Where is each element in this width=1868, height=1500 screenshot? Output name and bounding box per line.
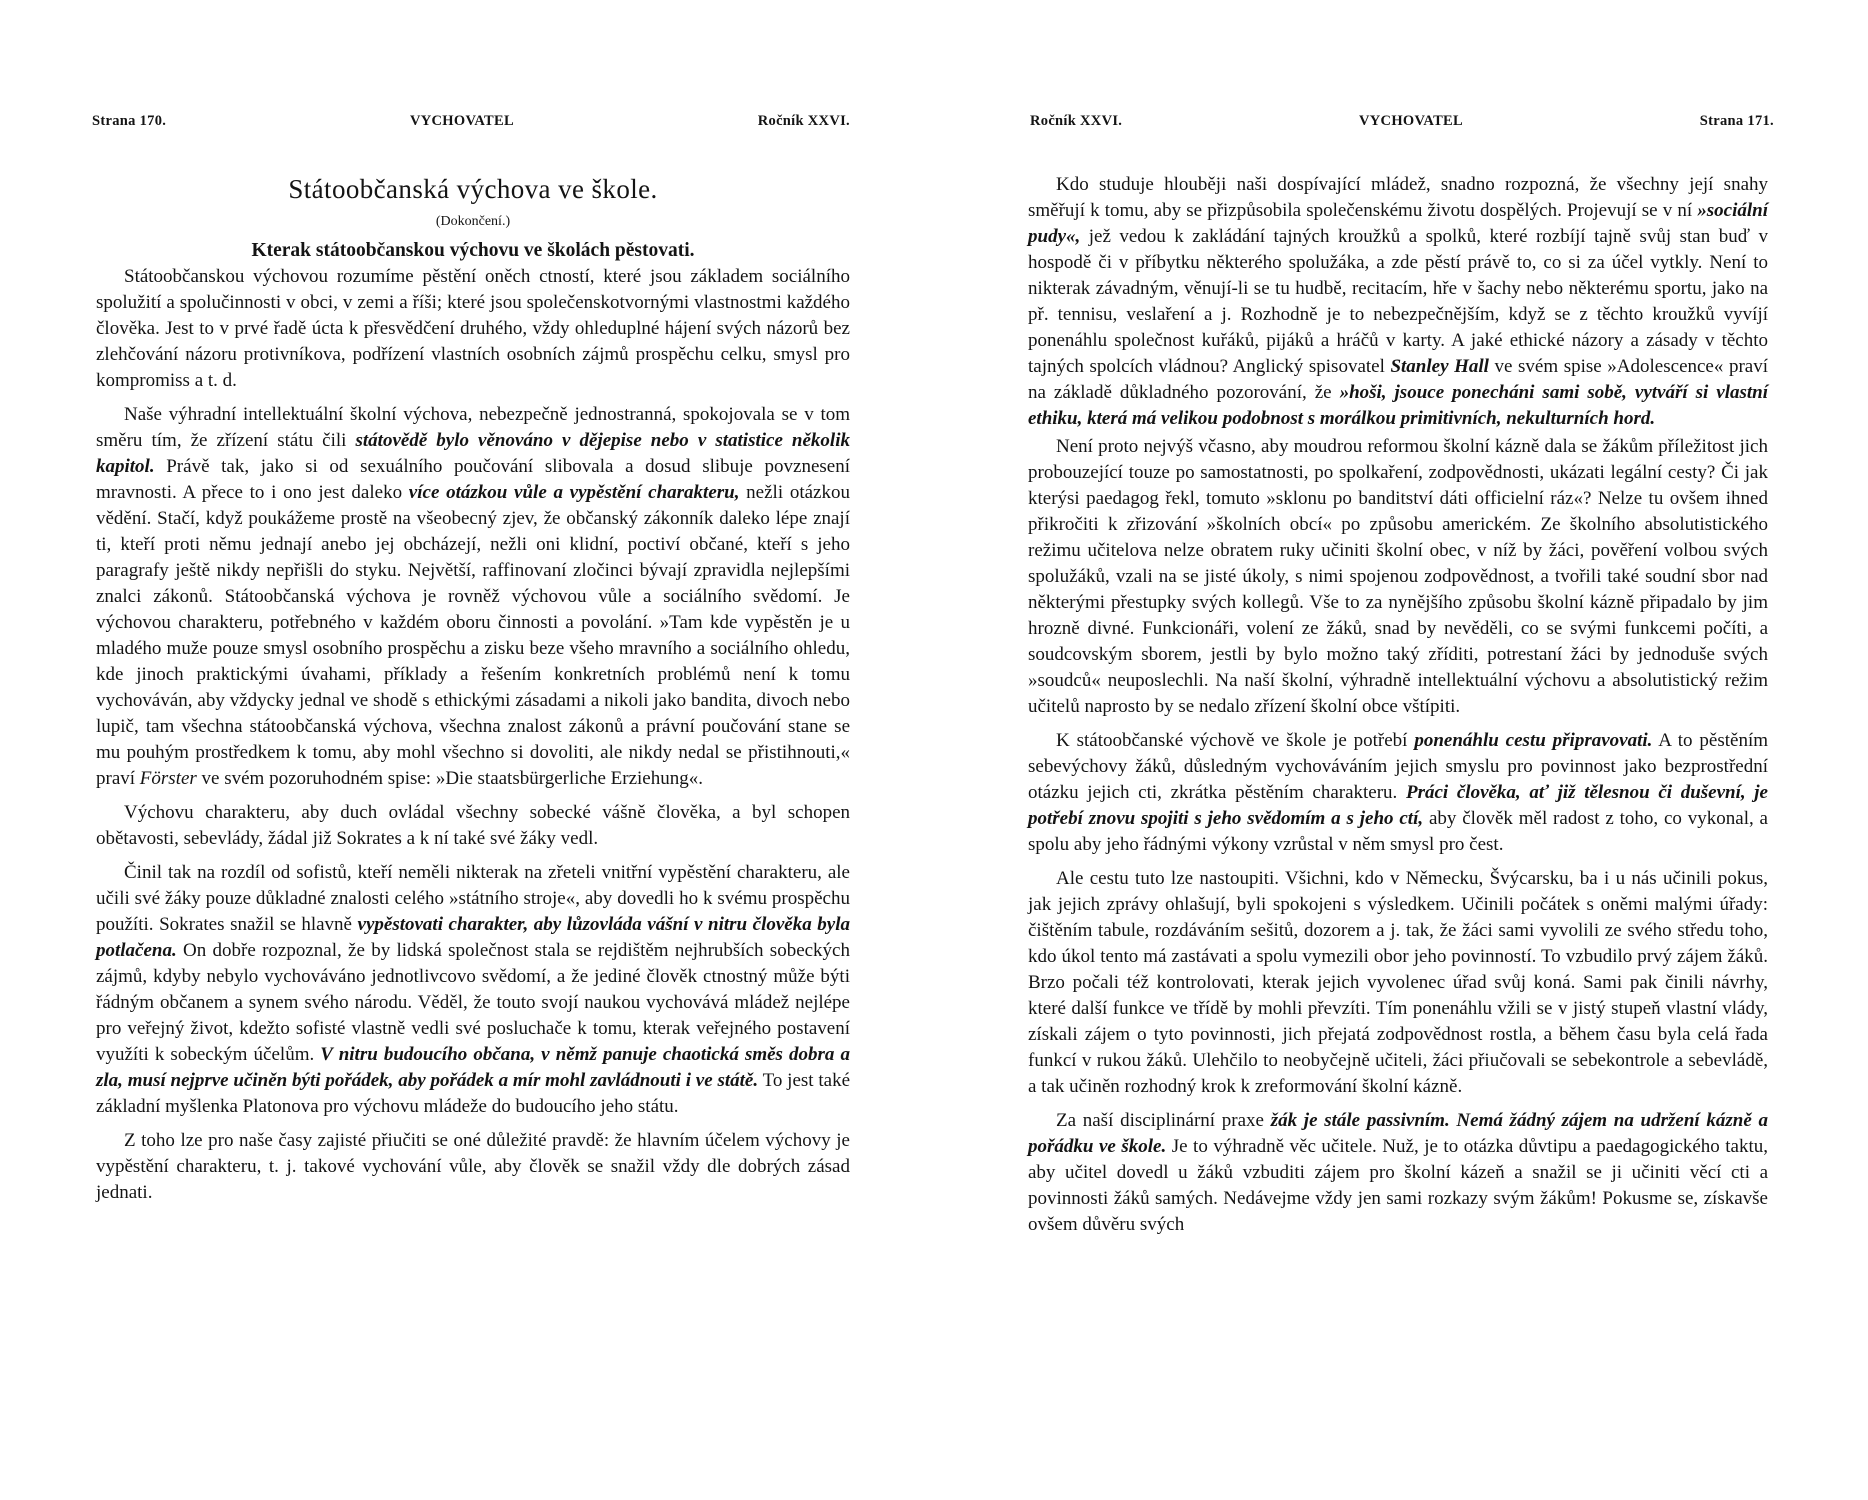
paragraph: Za naší disciplinární praxe žák je stále passivním. Nemá žádný zájem na udržení kázně a pořádku ve škole. Je to výhradně věc učitele. Nuž, je to otázka důvtipu a paedagogického taktu, aby učitel dovedl u žáků vzbuditi zájem pro školní kázeň a snažil se ji učiniti věcí cti a povinnosti žáků samých. Nedávejme vždy jen sami rozkazy svým žákům! Pokusme se, získavše ovšem důvěru svých	[1028, 1110, 1769, 1235]
right-page	[934, 0, 1868, 1500]
section-heading: Kterak státoobčanskou výchovu ve školách pěstovati.	[251, 240, 695, 261]
right-page-body	[1028, 172, 1768, 1246]
journal-name: VYCHOVATEL	[1359, 113, 1463, 129]
paragraph: Není proto nejvýš včasno, aby moudrou reformou školní kázně dala se žákům příležitost jich probouzející touze po samostatnosti, po spolkaření, zodpovědnosti, ukázati legální cesty? Či jak kterýsi paedagog řekl, tomuto »sklonu po banditství dáti officielní ráz«? Nelze tu ovšem ihned přikročiti k zřizování »školních obcí« po způsobu americkém. Ze školního absolutistického režimu učitelova nelze obratem ruky učiniti školní obec, v níž by žáci, pověření volbou svých spolužáků, vzali na se jisté úkoly, s nimi spojenou zodpovědnost, a tvořili také soudní sbor nad některými přestupky svých kollegů. Vše to za nynějšího způsobu školní kázně připadalo by jim hrozně divné. Funkcionáři, volení ze žáků, snad by nevěděli, co se svými funkcemi počíti, a soudcovským sborem, jestli by bylo možno taký zříditi, potrestaní žáci by jednoduše svých »soudců« neuposlechli. Na naší školní, výhradně intellektuální výchovu a absolutistický režim učitelů naprosto by se nedalo zřízení školní obce vštípiti.	[1028, 436, 1768, 717]
article-subtitle: (Dokončení.)	[435, 214, 511, 229]
left-page-body	[96, 168, 850, 1214]
paragraph: Ale cestu tuto lze nastoupiti. Všichni, kdo v Německu, Švýcarsku, ba i u nás učinili pokus, jak jejich zprávy ohlašují, byli spokojeni s výsledkem. Učinili počátek s oněmi malými úřady: čištěním tabule, rozdáváním sešitů, dozorem a j. tak, že žáci sami vyvolili ze svého středu toho, kdo úkol tento má zastávati a spolu vymezili obor jeho povinností. To vzbudilo prvý zájem žáků. Brzo počali též kontrolovati, kterak jejich vyvolenec úřad svůj koná. Sami pak činili návrhy, které další funkce ve třídě by mohli převzíti. Tím ponenáhlu vžili se v jistý stupeň vlastní vlády, získali zájem o tyto povinnosti, jich přejatá zodpovědnost rostla, a během času byla celá řada funkcí v rukou žáků. Ulehčilo to neobyčejně učiteli, žáci přiučovali se sebekontrole a sebevládě, a tak učiněn rozhodný krok k zreformování školní kázně.	[1028, 868, 1768, 1097]
paragraph: Výchovu charakteru, aby duch ovládal všechny sobecké vášně člověka, a byl schopen obětavosti, sebevlády, žádal již Sokrates a k ní také své žáky vedl.	[96, 802, 850, 849]
paragraph: Z toho lze pro naše časy zajisté přiučiti se oné důležité pravdě: že hlavním účelem výchovy je vypěstění charakteru, t. j. takové vychování vůle, aby člověk se snažil vždy dle dobrých zásad jednati.	[96, 1130, 850, 1203]
paragraph: Naše výhradní intellektuální školní výchova, nebezpečně jednostranná, spokojovala se v tom směru tím, že zřízení státu čili státovědě bylo věnováno v dějepise nebo v statistice několik kapitol. Právě tak, jako si od sexuálního poučování slibovala a dosud slibuje povznesení mravnosti. A přece to i ono jest daleko více otázkou vůle a vypěstění charakteru, nežli otázkou vědění. Stačí, když poukážeme prostě na všeobecný zjev, že občanský zákonník daleko lépe znají ti, kteří proti němu jednají anebo jej obcházejí, nežli oni klidní, poctiví občané, kteří s jeho paragrafy ještě nikdy nepřišli do styku. Největší, raffinovaní zločinci bývají zpravidla nejlepšími znalci zákonů. Státoobčanská výchova je rovněž výchovou vůle a sociálního svědomí. Je výchovou charakteru, potřebného v každém oboru činnosti a povolání. »Tam kde vypěstěn je u mladého muže pouze smysl osobního prospěchu a zisku beze všeho mravního a sociálního ohledu, kde jinoch praktickými úvahami, příklady a řešením konkretních problémů není k tomu vychováván, aby vždycky jednal ve shodě s ethickými zásadami a nikoli jako bandita, divoch nebo lupič, tam všechna státoobčanská výchova, všechna znalost zákonů a právní poučování stane se mu pouhým prostředkem k tomu, aby mohl všechno si dovoliti, ale nikdy nedal se přistihnouti,« praví Förster ve svém pozoruhodném spise: »Die staatsbürgerliche Erziehung«.	[96, 404, 850, 789]
running-head-right	[1030, 113, 1774, 130]
journal-name: VYCHOVATEL	[409, 113, 514, 129]
page-number: Strana 170.	[92, 113, 167, 129]
paragraph: Kdo studuje hlouběji naši dospívající mládež, snadno rozpozná, že všechny její snahy směřují k tomu, aby se přizpůsobila společenskému životu dospělých. Projevují se v ní »sociální pudy«, jež vedou k zakládání tajných kroužků a spolků, které rozbíjí tajně svůj stan buď v hospodě či v příbytku některého spolužáka, a zde pěstí právě to, co si za účel vytkly. Není to nikterak závadným, věnují-li se tu hudbě, recitacím, hře v šachy nebo některému sportu, jako na př. tennisu, veslaření a j. Rozhodně je to nebezpečnějším, když se z těchto kroužků vyvíjí ponenáhlu společnost kuřáků, pijáků a hráčů v karty. A jaké ethické názory a zásady v těchto tajných spolcích vládnou? Anglický spisovatel Stanley Hall ve svém spise »Adolescence« praví na základě důkladného pozorování, že »hoši, jsouce ponecháni sami sobě, vytváří si vlastní ethiku, která má velikou podobnost s morálkou primitivních, nekulturních hord.	[1028, 174, 1769, 429]
volume-label: Ročník XXVI.	[1030, 113, 1123, 129]
article-title: Státoobčanská výchova ve škole.	[288, 174, 658, 204]
volume-label: Ročník XXVI.	[757, 113, 850, 129]
paragraph: Státoobčanskou výchovou rozumíme pěstění oněch ctností, které jsou základem sociálního spolužití a spolučinnosti v obci, v zemi a říši; které jsou společenskotvornými vlastnostmi každého člověka. Jest to v prvé řadě úcta k přesvědčení druhého, vždy ohleduplné hájení svých názorů bez zlehčování názoru protivníkova, podřízení vlastních osobních zájmů prospěchu celku, smysl pro kompromiss a t. d.	[96, 266, 850, 391]
paragraph: K státoobčanské výchově ve škole je potřebí ponenáhlu cestu připravovati. A to pěstěním sebevýchovy žáků, důsledným vychováváním jejich smyslu pro povinnost jako bezprostřední otázku jejich cti, zkrátka pěstěním charakteru. Práci člověka, ať již tělesnou či duševní, je potřebí znovu spojiti s jeho svědomím a s jeho ctí, aby člověk měl radost z toho, co vykonal, a spolu aby jeho řádnými výkony vzrůstal v něm smysl pro čest.	[1028, 730, 1769, 855]
page-number: Strana 171.	[1699, 113, 1774, 129]
running-head-left	[92, 113, 850, 130]
paragraph: Činil tak na rozdíl od sofistů, kteří neměli nikterak na zřeteli vnitřní vypěstění charakteru, ale učili své žáky pouze důkladné znalosti celého »státního stroje«, aby dovedli ho k svému prospěchu použíti. Sokrates snažil se hlavně vypěstovati charakter, aby lůzovláda vášní v nitru člověka byla potlačena. On dobře rozpoznal, že by lidská společnost stala se rejdištěm nejhrubších sobeckých zájmů, kdyby nebylo vychováváno jednotlivcovo svědomí, a že jediné člověk ctnostný může býti řádným občanem a synem svého národu. Věděl, že touto svojí naukou vychovává mládež nejlépe pro veřejný život, kdežto sofisté vlastně vedli své posluchače k tomu, kterak veřejného postavení využíti k sobeckým účelům. V nitru budoucího občana, v němž panuje chaotická směs dobra a zla, musí nejprve učiněn býti pořádek, aby pořádek a mír mohl zavládnouti i ve státě. To jest také základní myšlenka Platonova pro výchovu mládeže do budoucího jeho státu.	[96, 862, 851, 1117]
